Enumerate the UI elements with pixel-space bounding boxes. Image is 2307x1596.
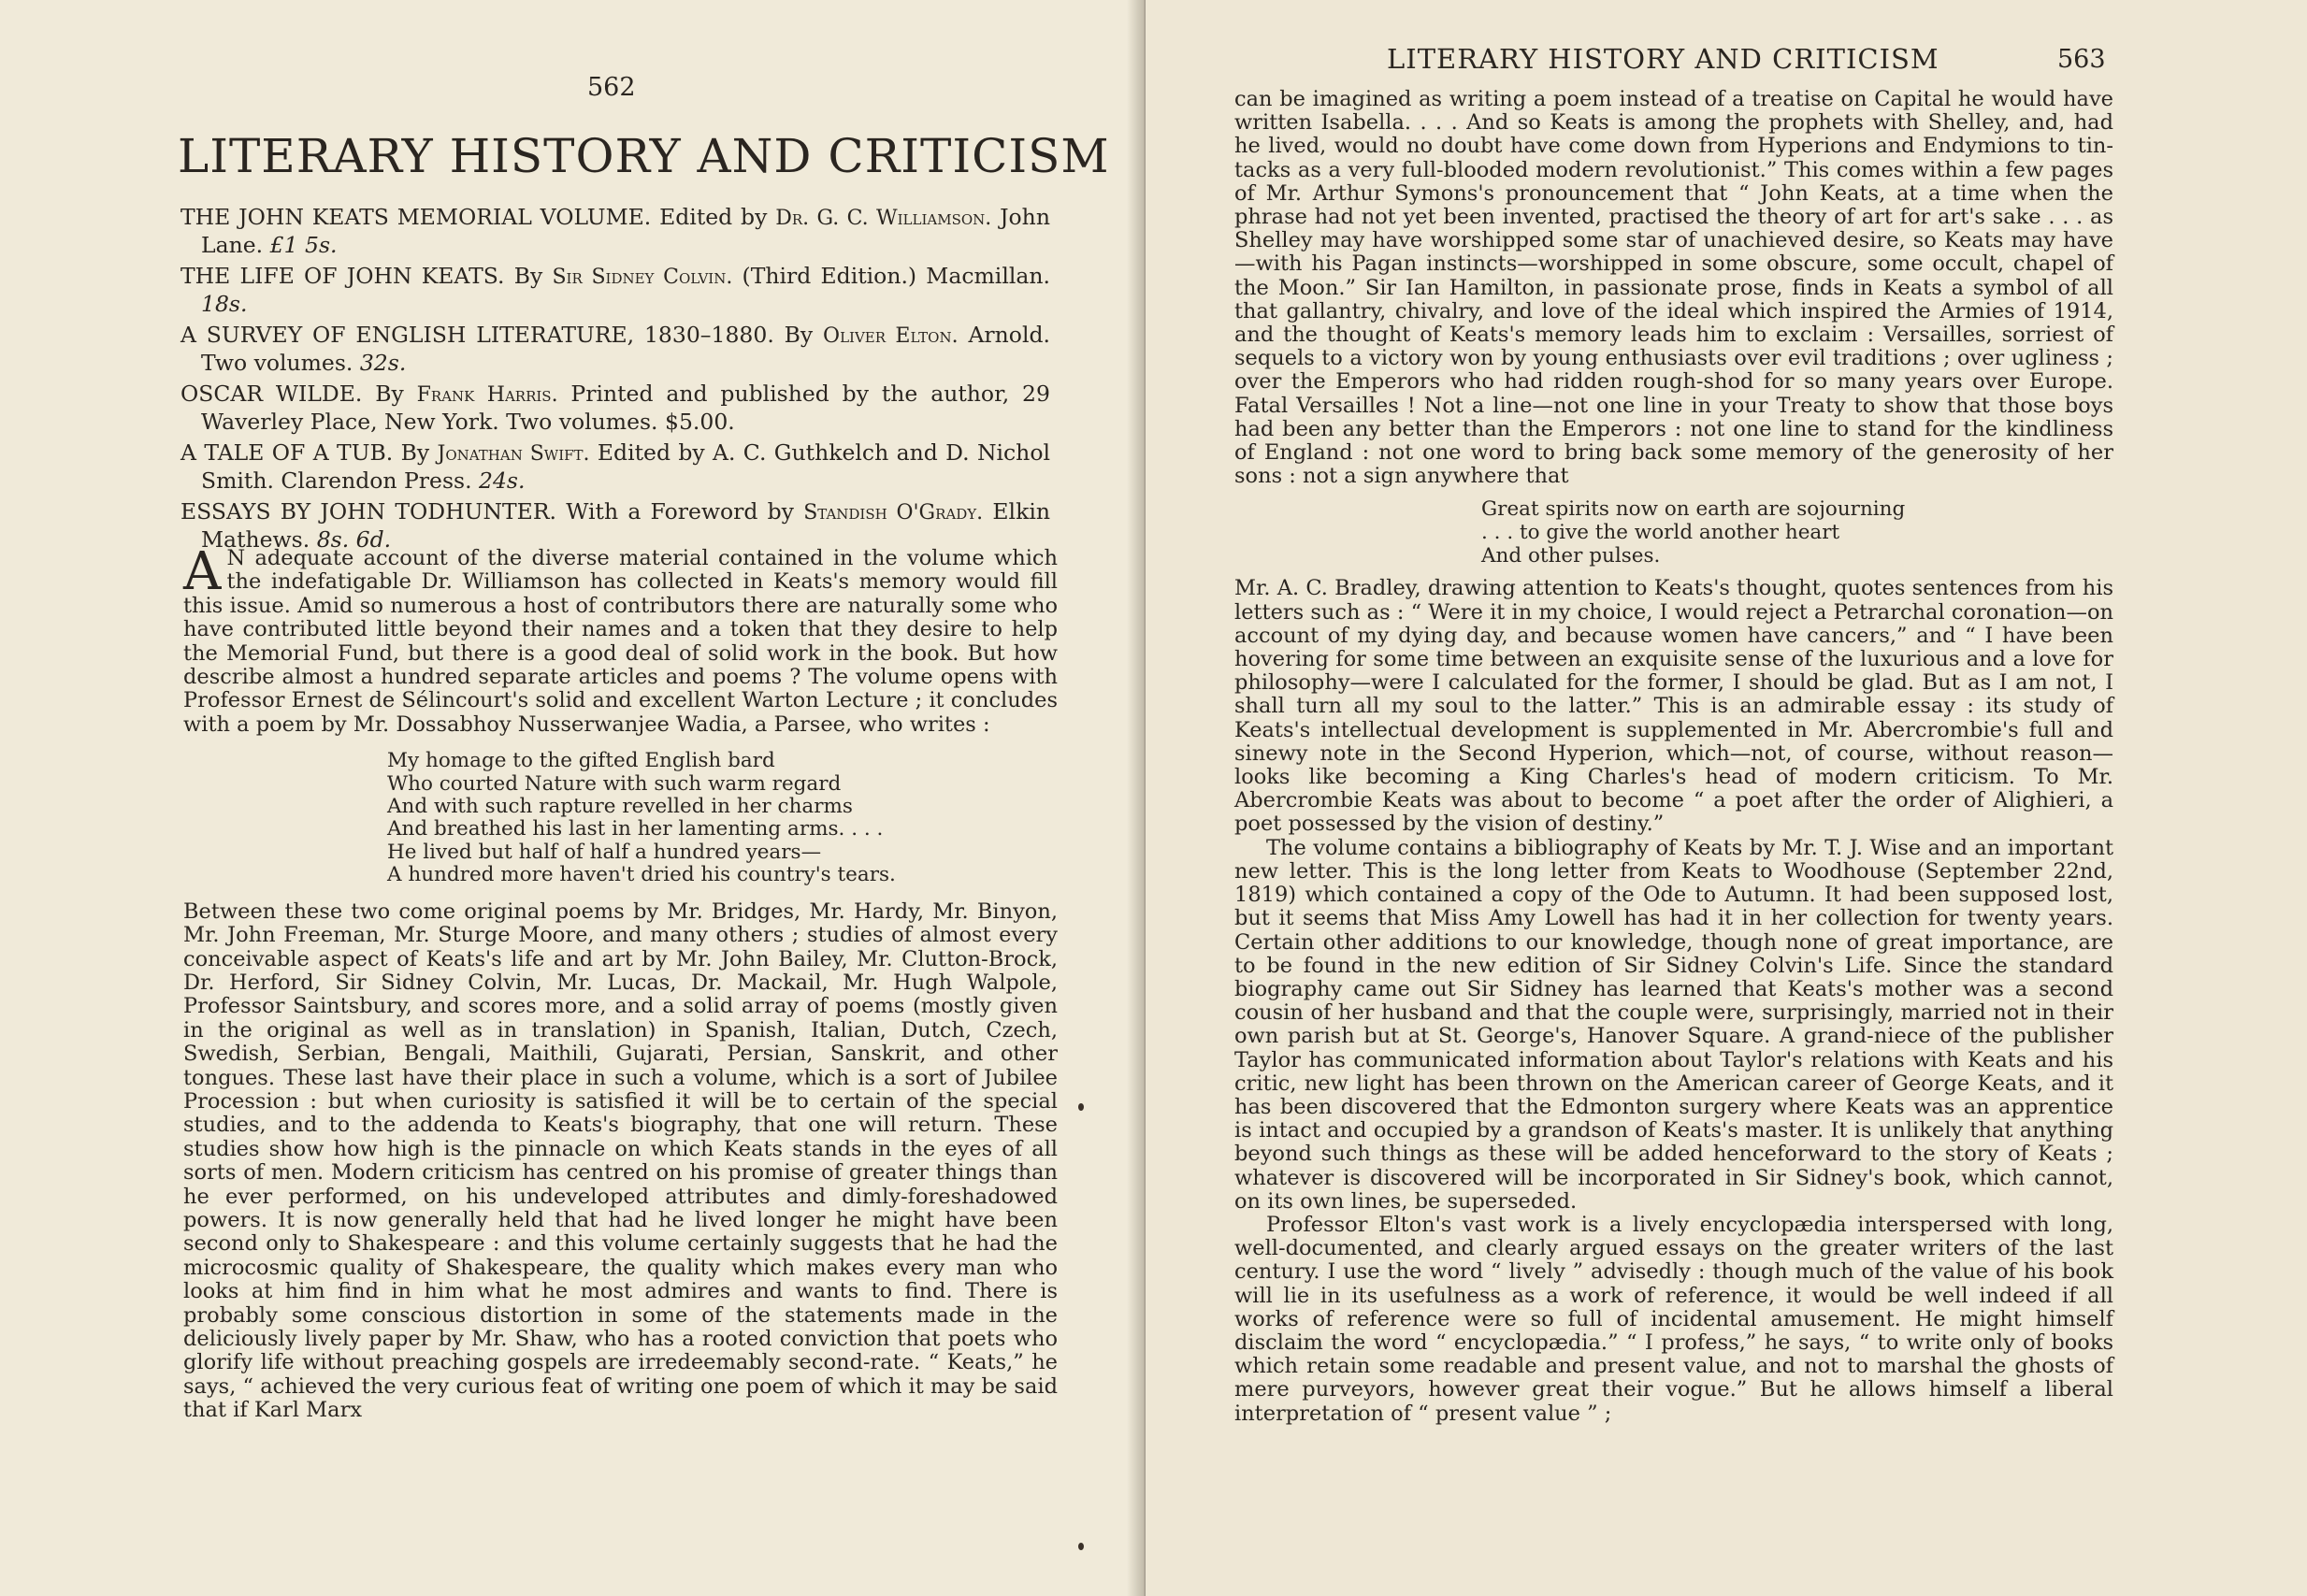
book-publisher: (Third Edition.) Macmillan. — [742, 263, 1050, 289]
book-title: OSCAR WILDE. — [180, 381, 363, 407]
opening-paragraph — [183, 541, 1058, 737]
book-price: 24s. — [479, 467, 526, 494]
paragraph-text: The volume contains a bibliography of Keats by Mr. T. J. Wise and an important new letter. This is the long letter from Keats to Woodhouse (September 22nd, 1819) which contained a copy of the Ode to Autumn. It had been supposed lost, but it seems that Miss Amy Lowell has had it in her collection for twenty years. Certain other additions to our knowledge, though none of great importance, are to be found in the new edition of Sir Sidney Colvin's Life. Since the standard biography came out Sir Sidney has learned that Keats's mother was a second cousin of her husband and that the couple were, surprisingly, married not in their own parish but at St. George's, Hanover Square. A grand-niece of the publisher Taylor has communicated information about Taylor's relations with Keats and his critic, new light has been thrown on the American career of George Keats, and it has been discovered that the Edmonton surgery where Keats was an apprentice is intact and occupied by a grandson of Keats's master. It is unlikely that anything beyond such things as these will be added henceforward to the story of Keats ; whatever is discovered will be incorporated in Sir Sidney's book, which cannot, on its own lines, be superseded. — [1234, 835, 2113, 1214]
book-credit: Edited by — [659, 204, 768, 230]
review-entry — [180, 322, 1050, 376]
review-entry — [180, 381, 1050, 435]
left-page-number: 562 — [587, 73, 636, 102]
book-author: Dr. G. C. Williamson. — [775, 207, 992, 230]
right-page-number: 563 — [2057, 45, 2106, 74]
book-author: Frank Harris. — [416, 383, 558, 407]
drop-cap: A — [183, 541, 222, 602]
verse-line: My homage to the gifted English bard — [387, 749, 775, 773]
book-title: ESSAYS BY JOHN TODHUNTER. — [180, 498, 557, 525]
paragraph-text: Mr. A. C. Bradley, drawing attention to Keats's thought, quotes sentences from his letters such as : “ Were it in my choice, I would reject a Petrarchal coronation—on account of my dying day, and because women have cancers,” and “ I have been hovering for some time between an exquisite sense of the luxurious and a love for philosophy—were I calculated for the former, I should be glad. But as I am not, I shall turn all my soul to the latter.” This is an admirable essay : its study of Keats's intellectual development is supplemented in Mr. Abercrombie's full and sinewy note in the Second Hyperion, which—not, of course, without reason—looks like becoming a King Charles's head of modern criticism. To Mr. Abercrombie Keats was about to become “ a poet after the order of Alighieri, a poet possessed by the vision of destiny.” — [1234, 576, 2113, 837]
paragraph-text: Between these two come original poems by Mr. Bridges, Mr. Hardy, Mr. Binyon, Mr. John Freeman, Mr. Sturge Moore, and many others ; studies of almost every conceivable aspect of Keats's life and art by Mr. John Bailey, Mr. Clutton-Brock, Dr. Herford, Sir Sidney Colvin, Mr. Lucas, Dr. Mackail, Mr. Hugh Walpole, Professor Saintsbury, and scores more, and a solid array of poems (mostly given in the original as well as in translation) in Spanish, Italian, Dutch, Czech, Swedish, Serbian, Bengali, Maithili, Gujarati, Persian, Sanskrit, and other tongues. These last have their place in such a volume, which is a sort of Jubilee Procession : but when curiosity is satisfied it will be to certain of the special studies, and to the addenda to Keats's biography, that one will return. These studies show how high is the pinnacle on which Keats stands in the eyes of all sorts of men. Modern criticism has centred on his promise of greater things than he ever performed, on his undeveloped attributes and dimly-foreshadowed powers. It is now generally held that had he lived longer he might have been second only to Shakespeare : and this volume certainly suggests that he had the microcosmic quality of Shakespeare, the quality which makes every man who looks at him find in him what he most admires and wants to find. There is probably some conscious distortion in some of the statements made in the deliciously lively paper by Mr. Shaw, who has a rooted conviction that poets who glorify life without preaching gospels are irredeemably second-rate. “ Keats,” he says, “ achieved the very curious feat of writing one poem of which it may be said that if Karl Marx — [183, 899, 1058, 1423]
left-page — [0, 0, 1146, 1596]
book-title: A TALE OF A TUB. — [180, 439, 394, 466]
book-author: Sir Sidney Colvin. — [552, 266, 733, 289]
verse-line: He lived but half of half a hundred years— — [387, 840, 822, 864]
review-entry — [180, 498, 1050, 553]
book-publisher: Edited by A. C. Guthkelch and D. Nichol Smith. Clarendon Press. — [201, 439, 1050, 494]
book-price: 18s. — [201, 291, 248, 317]
book-credit: By — [513, 263, 543, 289]
book-author: Standish O'Grady. — [803, 501, 984, 525]
book-title: THE JOHN KEATS MEMORIAL VOLUME. — [180, 204, 652, 230]
left-body-text — [183, 541, 1058, 1423]
book-publisher: John Lane. — [201, 204, 1050, 258]
verse-line: A hundred more haven't dried his country's tears. — [387, 863, 896, 887]
paragraph-text: can be imagined as writing a poem instead of a treatise on Capital he would have written Isabella. . . . And so Keats is among the prophets with Shelley, and, had he lived, would no doubt have come down from Hyperions and Endymions to tin-tacks as a very full-blooded modern revolutionist.” This comes within a few pages of Mr. Arthur Symons's pronouncement that “ John Keats, at a time when the phrase had not yet been invented, practised the theory of art for art's sake . . . as Shelley may have worshipped some star of unachieved desire, so Keats may have—with his Pagan instincts—worshipped in some obscure, some occult, chapel of the Moon.” Sir Ian Hamilton, in passionate prose, finds in Keats a symbol of all that gallantry, chivalry, and love of the ideal which inspired the Armies of 1914, and the thought of Keats's memory leads him to exclaim : Versailles, sorriest of sequels to a victory won by young enthusiasts over evil traditions ; over ugliness ; over the Emperors who had ridden rough-shod for so many years over Europe. Fatal Versailles ! Not a line—not one line in your Treaty to show that those boys had been any better than the Emperors : not one line to stand for the kindliness of England : not one word to bring back some memory of the generosity of her sons : not a sign anywhere that — [1234, 87, 2113, 489]
reviewed-books-list — [180, 204, 1050, 557]
review-entry — [180, 263, 1050, 317]
right-page — [1146, 0, 2307, 1596]
book-price: £1 5s. — [269, 232, 338, 258]
book-credit: By — [784, 322, 814, 348]
verse-line: And breathed his last in her lamenting arms. . . . — [387, 817, 884, 841]
book-title: THE LIFE OF JOHN KEATS. — [180, 263, 505, 289]
verse-line: And other pulses. — [1481, 544, 1661, 568]
book-credit: By — [400, 439, 430, 466]
book-credit: By — [375, 381, 404, 407]
review-entry — [180, 439, 1050, 494]
running-head: LITERARY HISTORY AND CRITICISM — [1387, 43, 1939, 75]
book-credit: With a Foreword by — [566, 498, 794, 525]
poem-quote — [387, 750, 1058, 886]
ink-speck — [1078, 1543, 1084, 1550]
poem-quote — [1481, 497, 2113, 568]
book-title: A SURVEY OF ENGLISH LITERATURE, 1830–1880. — [180, 322, 774, 348]
review-entry — [180, 204, 1050, 258]
ink-speck — [1078, 1103, 1084, 1111]
book-publisher: Arnold. Two volumes. — [201, 322, 1050, 376]
book-price: 32s. — [359, 350, 407, 376]
right-body-text — [1234, 88, 2113, 1426]
book-publisher: Printed and published by the author, 29 Waverley Place, New York. Two volumes. — [201, 381, 1050, 435]
book-price: $5.00. — [665, 409, 735, 435]
verse-line: Great spirits now on earth are sojourning — [1481, 497, 1906, 522]
book-author: Jonathan Swift. — [437, 442, 590, 466]
paragraph-text: Professor Elton's vast work is a lively encyclopædia interspersed with long, well-documented, and clearly argued essays on the greater writers of the last century. I use the word “ lively ” advisedly : though much of the value of his book will lie in its usefulness as a work of reference, it would be well indeed if all works of reference were so full of incidental amusement. He might himself disclaim the word “ encyclopædia.” “ I profess,” he says, “ to write only of books which retain some readable and present value, and not to marshal the ghosts of mere purveyors, however great their vogue.” But he allows himself a liberal interpretation of “ present value ” ; — [1234, 1212, 2113, 1426]
book-publisher: Elkin Mathews. — [201, 498, 1050, 553]
verse-line: Who courted Nature with such warm regard — [387, 771, 842, 796]
paragraph-text: N adequate account of the diverse material contained in the volume which the indefatigable Dr. Williamson has collected in Keats's memory would fill this issue. Amid so numerous a host of contributors there are naturally some who have contributed little beyond their names and a token that they desire to help the Memorial Fund, but there is a good deal of solid work in the book. But how describe almost a hundred separate articles and poems ? The volume opens with Professor Ernest de Sélincourt's solid and excellent Warton Lecture ; it concludes with a poem by Mr. Dossabhoy Nusserwanjee Wadia, a Parsee, who writes : — [183, 546, 1058, 737]
book-price: 8s. 6d. — [316, 526, 392, 553]
verse-line: And with such rapture revelled in her charms — [387, 795, 853, 819]
section-title: LITERARY HISTORY AND CRITICISM — [178, 129, 1110, 183]
verse-line: . . . to give the world another heart — [1481, 521, 1840, 545]
book-author: Oliver Elton. — [823, 324, 959, 348]
